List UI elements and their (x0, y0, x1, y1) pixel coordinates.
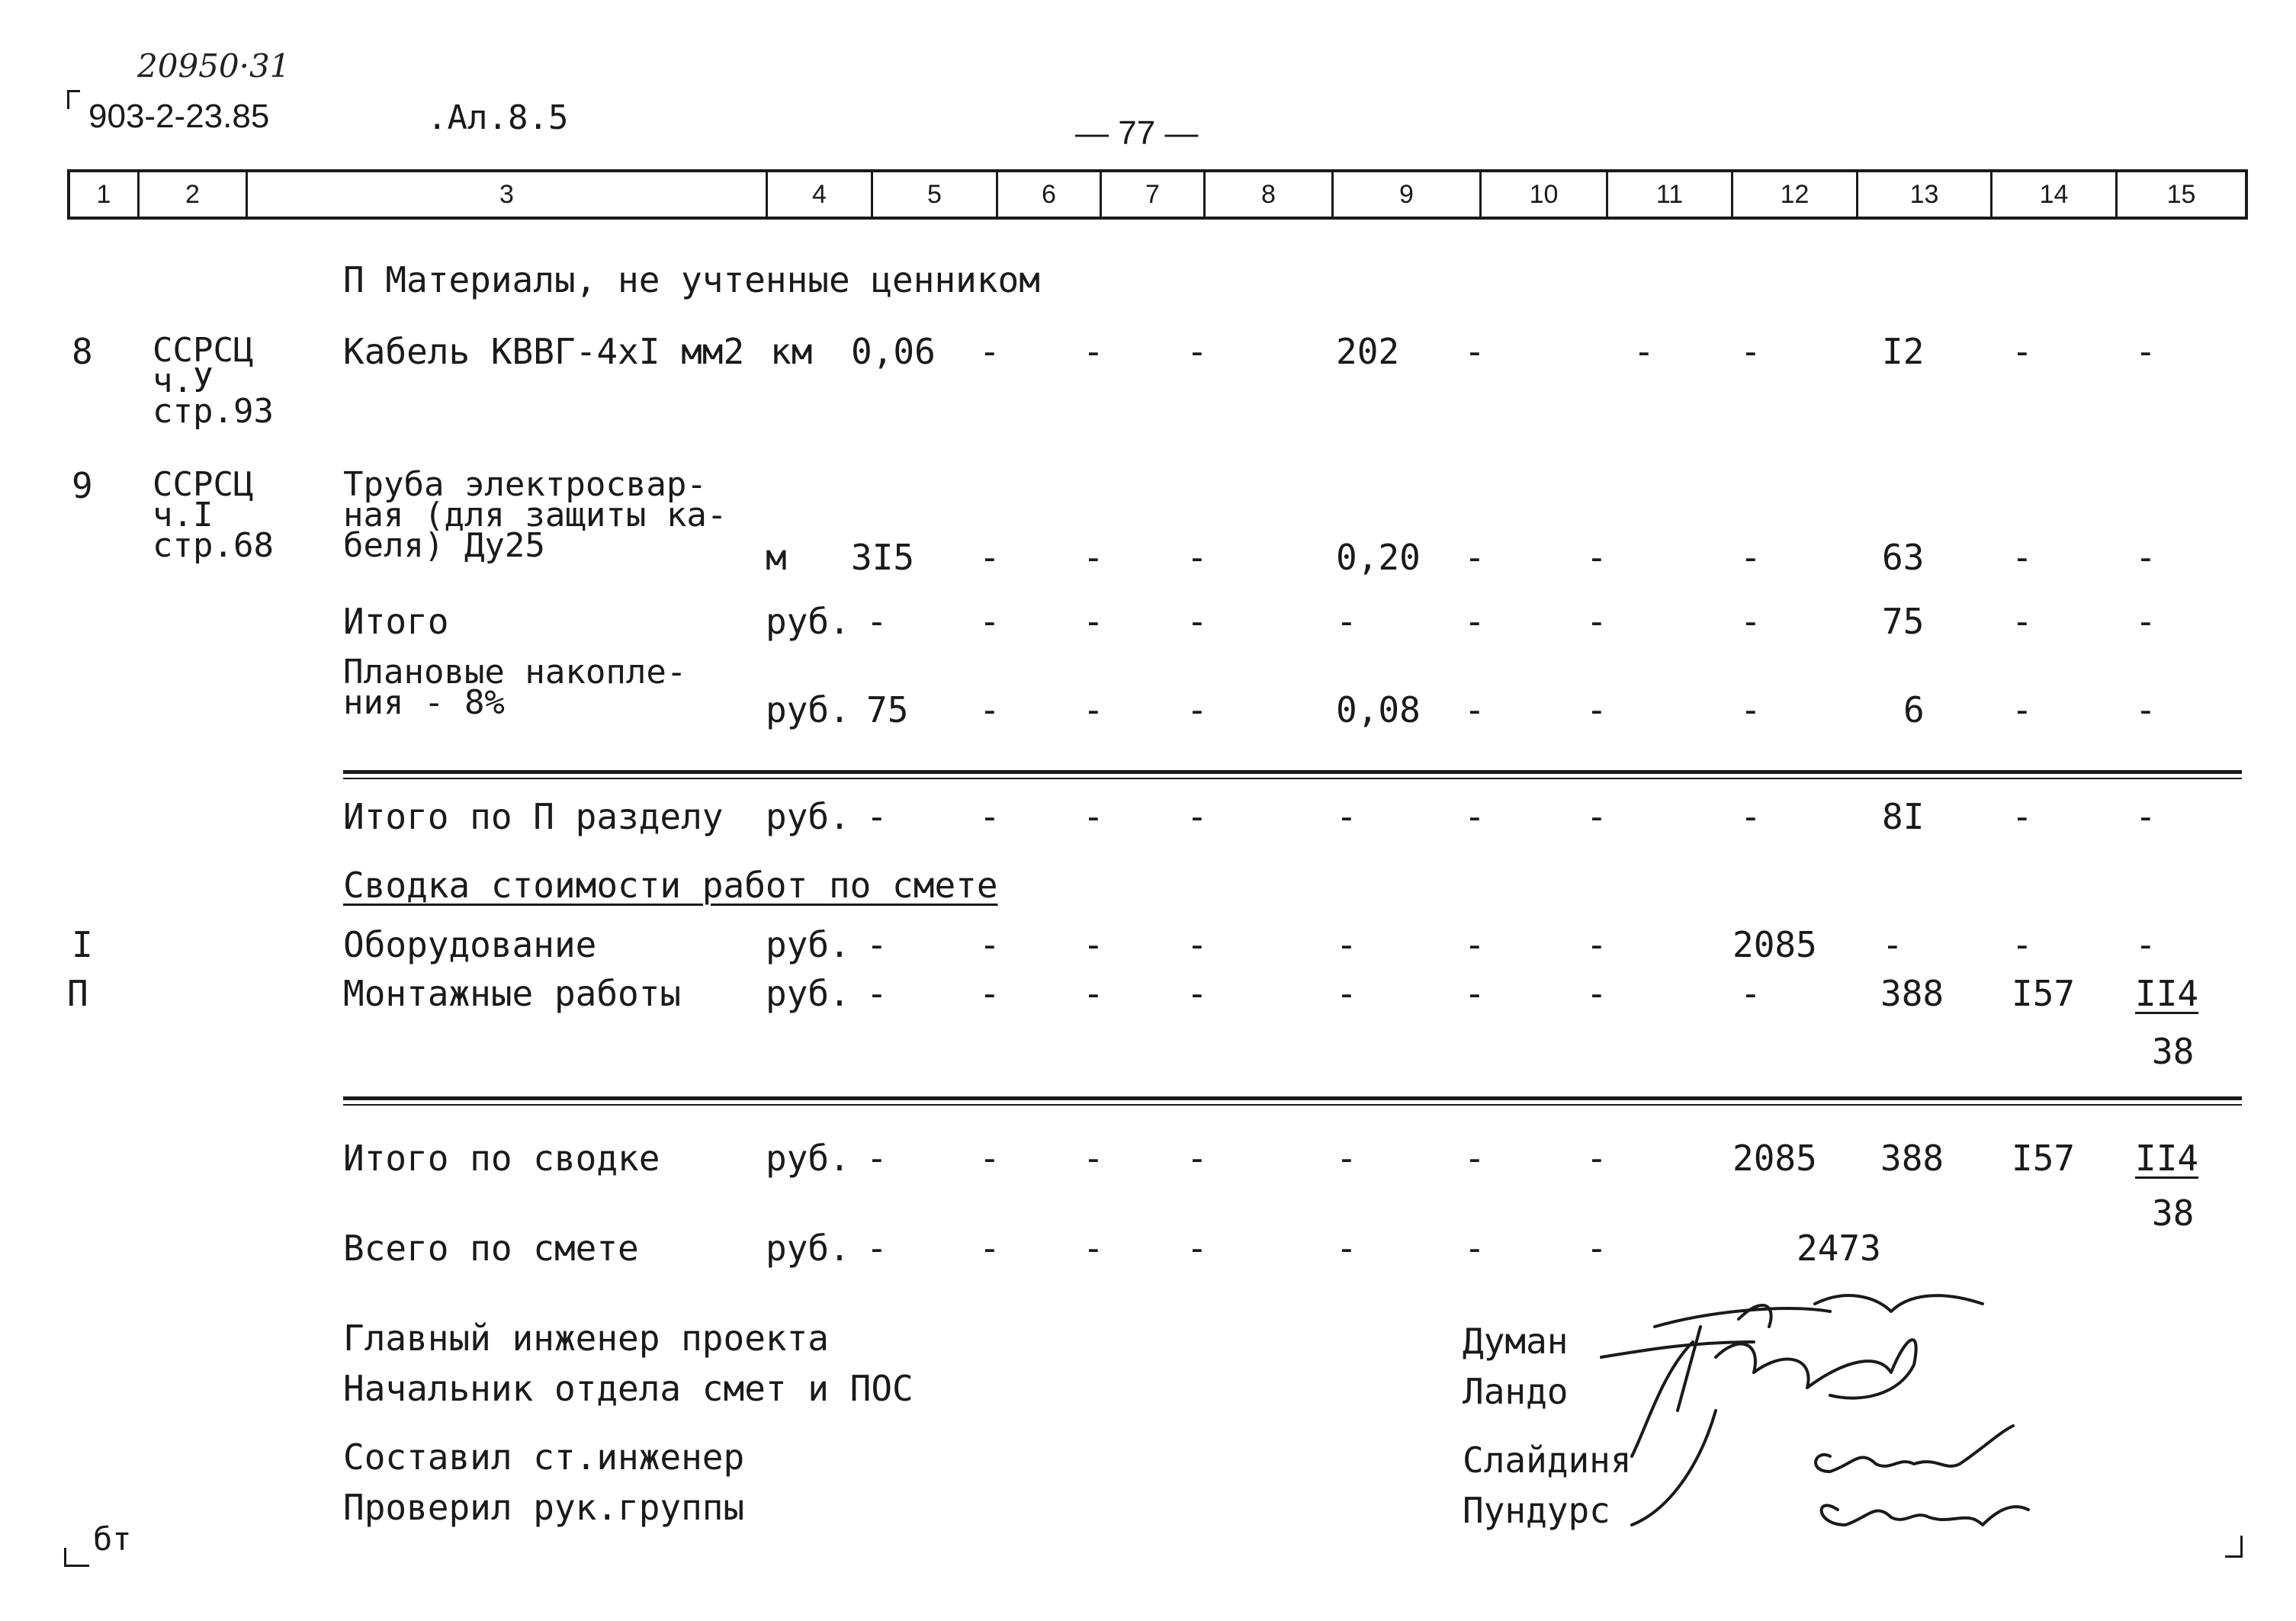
cell-col7: - (1083, 796, 1104, 837)
column-header: 5 (871, 172, 996, 217)
column-header: 2 (137, 172, 246, 217)
cell-col10: - (1464, 331, 1485, 372)
cell-col10: - (1464, 689, 1485, 730)
cell-col15-top: II4 (2135, 973, 2199, 1014)
separator-rule (343, 1104, 2242, 1106)
cell-col5: 0,06 (851, 331, 936, 372)
cell-col9: - (1336, 796, 1357, 837)
cell-col5: - (866, 1228, 888, 1269)
cell-col14: - (2012, 689, 2033, 730)
cell-col14: - (2012, 331, 2033, 372)
cell-col10: - (1464, 973, 1485, 1014)
cell-col9: 0,08 (1336, 689, 1421, 730)
row-unit: руб. (766, 973, 850, 1014)
name-line: Плановые накопле- (343, 653, 687, 692)
column-header: 10 (1479, 172, 1606, 217)
cell-col5: - (866, 601, 888, 642)
signature-role: Составил ст.инженер (343, 1436, 745, 1478)
cell-col13: - (1882, 924, 1903, 965)
column-header: 6 (996, 172, 1100, 217)
signature-name: Слайдиня (1463, 1440, 1632, 1481)
cell-col5: - (866, 924, 888, 965)
cell-col13: 6 (1903, 689, 1925, 730)
cell-col11: - (1586, 924, 1607, 965)
cell-col6: - (979, 537, 1000, 578)
cell-col11: - (1586, 973, 1607, 1014)
page-number: — 77 — (1075, 114, 1199, 152)
column-header: 14 (1990, 172, 2115, 217)
cell-col8: - (1187, 601, 1208, 642)
cell-col7: - (1083, 1228, 1104, 1269)
cell-col10: - (1464, 796, 1485, 837)
section-title: П Материалы, не учтенные ценником (343, 259, 1040, 300)
signature-name: Думан (1463, 1321, 1569, 1362)
cell-col10: - (1464, 1228, 1485, 1269)
cell-col14: I57 (2012, 1138, 2076, 1179)
cell-col13: 75 (1882, 601, 1925, 642)
cell-col15: - (2135, 796, 2156, 837)
cell-col15: - (2135, 689, 2156, 730)
cell-col14: - (2012, 796, 2033, 837)
cell-col13: 63 (1882, 537, 1925, 578)
cell-col11: - (1586, 1228, 1607, 1269)
cell-col12: - (1740, 973, 1761, 1014)
cell-col14: - (2012, 601, 2033, 642)
cell-col8: - (1187, 537, 1208, 578)
row-unit: км (770, 331, 813, 372)
reference-line: стр.93 (153, 392, 274, 431)
cell-col6: - (979, 331, 1000, 372)
signature-role: Начальник отдела смет и ПОС (343, 1368, 914, 1409)
signature-role: Главный инженер проекта (343, 1318, 829, 1359)
cell-col6: - (979, 689, 1000, 730)
cell-col5: - (866, 1138, 888, 1179)
row-reference (153, 331, 274, 431)
row-unit: руб. (766, 924, 850, 965)
summary-total-unit: руб. (766, 1138, 850, 1179)
corner-mark-top-left (67, 90, 80, 109)
separator-rule (343, 778, 2242, 779)
summary-title: Сводка стоимости работ по смете (343, 865, 998, 906)
column-header: 3 (246, 172, 766, 217)
row-number: I (72, 924, 93, 965)
cell-col6: - (979, 924, 1000, 965)
cell-col12: - (1740, 796, 1761, 837)
cell-col10: - (1464, 924, 1485, 965)
cell-col13: I2 (1882, 331, 1925, 372)
cell-col13: 388 (1880, 973, 1944, 1014)
cell-col11: - (1586, 796, 1607, 837)
cell-col9: - (1336, 1228, 1357, 1269)
cell-col8: - (1187, 331, 1208, 372)
document-code: 903-2-23.85 (88, 98, 270, 135)
cell-col11: - (1633, 331, 1655, 372)
cell-col9: - (1336, 601, 1357, 642)
column-header-row (67, 169, 2248, 220)
summary-total-label: Итого по сводке (343, 1138, 660, 1179)
column-header: 8 (1203, 172, 1331, 217)
name-line: Труба электросвар- (343, 465, 707, 504)
reference-line: ССРСЦ (153, 465, 254, 504)
row-number: 8 (72, 331, 93, 372)
cell-col12: - (1740, 331, 1761, 372)
signature-role: Проверил рук.группы (343, 1487, 745, 1528)
row-number: 9 (72, 465, 93, 506)
cell-col8: - (1187, 689, 1208, 730)
signature-name: Пундурс (1463, 1490, 1610, 1531)
corner-mark-bottom-left (64, 1548, 89, 1567)
row-name: Кабель КВВГ-4хI мм2 (343, 331, 745, 372)
name-line: беля) Ду25 (343, 526, 545, 565)
cell-col9: 0,20 (1336, 537, 1421, 578)
column-header: 4 (766, 172, 871, 217)
row-name: Итого (343, 601, 449, 642)
column-header: 7 (1100, 172, 1203, 217)
cell-col5: - (866, 796, 888, 837)
cell-col11: - (1586, 537, 1607, 578)
separator-rule (343, 770, 2242, 774)
cell-col9: 202 (1336, 331, 1400, 372)
cell-col6: - (979, 1228, 1000, 1269)
row-name: Оборудование (343, 924, 597, 965)
reference-line: стр.68 (153, 526, 274, 565)
cell-col14: - (2012, 924, 2033, 965)
cell-col15-bottom: 38 (2152, 1031, 2195, 1072)
cell-col12: - (1740, 689, 1761, 730)
cell-col15-top: II4 (2135, 1138, 2199, 1179)
cell-col8: - (1187, 924, 1208, 965)
name-line: ния - 8% (343, 683, 505, 722)
section-total-unit: руб. (766, 796, 850, 837)
cell-col14: I57 (2012, 973, 2076, 1014)
row-name (343, 465, 727, 565)
cell-col7: - (1083, 331, 1104, 372)
cell-col15: - (2135, 601, 2156, 642)
section-total-label: Итого по П разделу (343, 796, 724, 837)
row-unit: руб. (766, 601, 850, 642)
row-name (343, 653, 687, 722)
row-number: П (67, 973, 88, 1014)
row-name: Монтажные работы (343, 973, 682, 1014)
cell-col15: - (2135, 924, 2156, 965)
column-header: 15 (2115, 172, 2245, 217)
cell-col15: - (2135, 331, 2156, 372)
row-reference (153, 465, 274, 565)
cell-col6: - (979, 601, 1000, 642)
cell-col6: - (979, 973, 1000, 1014)
cell-col7: - (1083, 689, 1104, 730)
column-header: 12 (1731, 172, 1856, 217)
cell-col10: - (1464, 601, 1485, 642)
cell-col14: - (2012, 537, 2033, 578)
cell-col15: - (2135, 537, 2156, 578)
corner-mark-bottom-right (2225, 1536, 2243, 1558)
column-header: 1 (96, 180, 111, 209)
grand-total-value: 2473 (1797, 1228, 1881, 1269)
cell-col12: - (1740, 537, 1761, 578)
cell-col11: - (1586, 689, 1607, 730)
cell-col9: - (1336, 973, 1357, 1014)
cell-col12: - (1740, 601, 1761, 642)
cell-col15-bottom: 38 (2152, 1192, 2195, 1234)
reference-line: ч.У (153, 361, 214, 400)
cell-col5: - (866, 973, 888, 1014)
cell-col7: - (1083, 537, 1104, 578)
cell-col8: - (1187, 973, 1208, 1014)
cell-col9: - (1336, 1138, 1357, 1179)
separator-rule (343, 1096, 2242, 1100)
column-header: 9 (1331, 172, 1479, 217)
reference-line: ССРСЦ (153, 331, 254, 370)
signature-name: Ландо (1463, 1371, 1569, 1412)
cell-col13: 8I (1882, 796, 1925, 837)
cell-col7: - (1083, 924, 1104, 965)
cell-col10: - (1464, 537, 1485, 578)
row-unit: руб. (766, 689, 850, 730)
row-unit: м (766, 537, 787, 578)
cell-col5: 3I5 (851, 537, 915, 578)
cell-col11: - (1586, 1138, 1607, 1179)
grand-total-label: Всего по смете (343, 1228, 639, 1269)
cell-col12: 2085 (1732, 1138, 1817, 1179)
cell-col9: - (1336, 924, 1357, 965)
column-header: 11 (1606, 172, 1731, 217)
cell-col13: 388 (1880, 1138, 1944, 1179)
cell-col7: - (1083, 973, 1104, 1014)
column-header: 13 (1856, 172, 1990, 217)
footer-mark: бт (93, 1520, 132, 1558)
cell-col6: - (979, 1138, 1000, 1179)
cell-col11: - (1586, 601, 1607, 642)
handwritten-signatures (1586, 1281, 2074, 1555)
cell-col8: - (1187, 1138, 1208, 1179)
name-line: ная (для защиты ка- (343, 496, 727, 534)
cell-col10: - (1464, 1138, 1485, 1179)
cell-col6: - (979, 796, 1000, 837)
cell-col8: - (1187, 796, 1208, 837)
grand-total-unit: руб. (766, 1228, 850, 1269)
album-number: .Ал.8.5 (427, 98, 569, 137)
cell-col7: - (1083, 1138, 1104, 1179)
cell-col8: - (1187, 1228, 1208, 1269)
reference-line: ч.I (153, 496, 214, 534)
handwritten-number: 20950·31 (137, 47, 291, 85)
cell-col7: - (1083, 601, 1104, 642)
cell-col5: 75 (866, 689, 909, 730)
cell-col12: 2085 (1732, 924, 1817, 965)
